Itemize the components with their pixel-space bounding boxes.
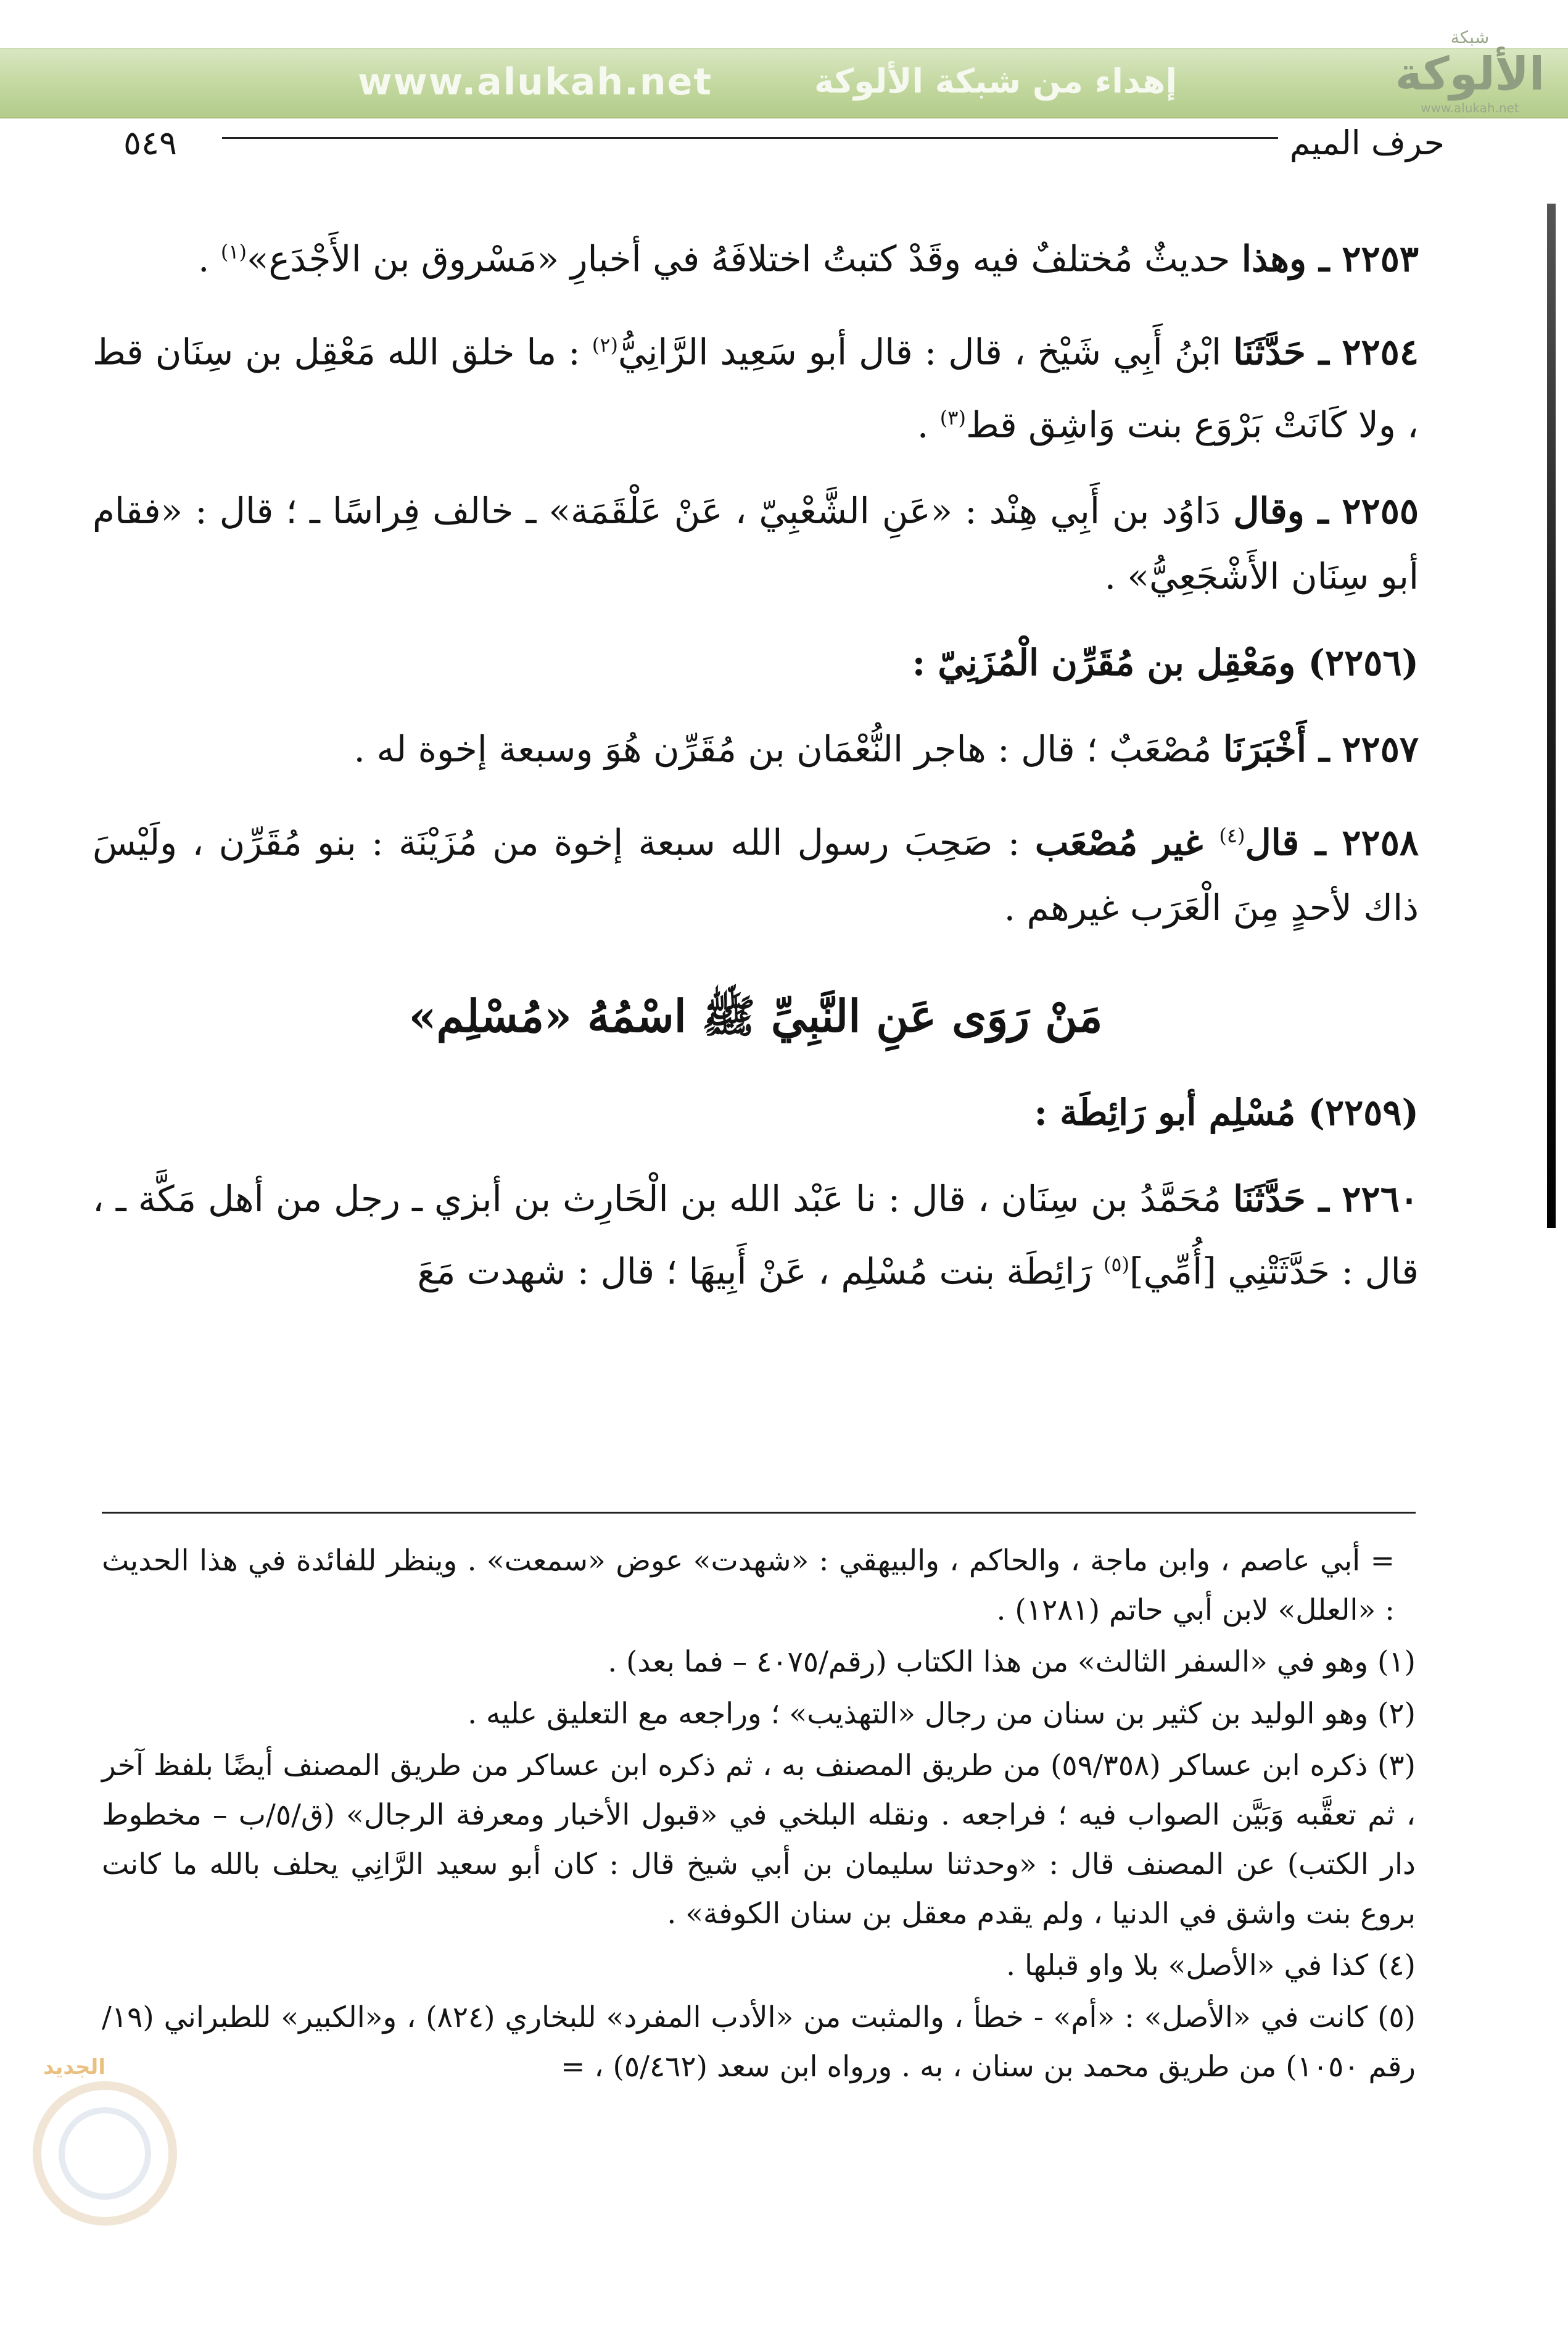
hadith-text: دَاوُد بن أَبِي هِنْد : «عَنِ الشَّعْبِيّ ، عَنْ عَلْقَمَة» ـ خالف فِراسًا ـ ؛ قال : «فقام أبو سِنَان الأَشْجَعِيُّ» . <box>93 489 1419 597</box>
footnotes <box>102 1536 1416 2094</box>
hadith-2257 <box>93 716 1419 782</box>
logo-url-text: www.alukah.net <box>1421 101 1519 115</box>
gift-caption: إهداء من شبكة الألوكة <box>814 62 1177 101</box>
running-header <box>123 123 1445 169</box>
footnote-2: (٢) وهو الوليد بن كثير بن سنان من رجال «التهذيب» ؛ وراجعه مع التعليق عليه . <box>468 1697 1416 1731</box>
footnote-3: (٣) ذكره ابن عساكر (٥٩/٣٥٨) من طريق المصنف به ، ثم ذكره ابن عساكر من طريق المصنف أيضًا بلفظ آخر ، ثم تعقَّبه وَبَيَّن الصواب فيه ؛ فراجعه . ونقله البلخي في «قبول الأخبار ومعرفة الرجال» (ق/٥/ب – مخطوط دار الكتب) عن المصنف قال : «وحدثنا سليمان بن أبي شيخ قال : كان أبو سعيد الرَّانِي يحلف بالله ما كانت بروع بنت واشق في الدنيا ، ولم يقدم معقل بن سنان الكوفة» . <box>102 1749 1416 1931</box>
hadith-2255 <box>93 478 1419 609</box>
page-edge-shadow <box>1547 204 1556 1228</box>
hadith-text: مُصْعَبٌ ؛ قال : هاجر النُّعْمَان بن مُقَرِّن هُوَ وسبعة إخوة له . <box>353 727 1223 770</box>
footnote-5: (٥) كانت في «الأصل» : «أم» - خطأ ، والمثبت من «الأدب المفرد» للبخاري (٨٢٤) ، و«الكبير» للطبراني (١٩/ رقم ١٠٥٠) من طريق محمد بن سنان ، به . ورواه ابن سعد (٥/٤٦٢) ، = <box>102 2000 1416 2084</box>
hadith-label: ٢٢٥٤ ـ حَدَّثَنَا <box>1233 331 1419 373</box>
logo-small-text: شبكة <box>1450 27 1490 48</box>
hadith-tail: . <box>917 403 940 445</box>
footnote-ref: (١) <box>220 240 247 263</box>
hadith-text: : صَحِبَ رسول الله سبعة إخوة من مُزَيْنَة : بنو مُقَرِّن ، ولَيْسَ ذاك لأحدٍ مِنَ الْعَرَب غيرهم . <box>93 821 1419 929</box>
logo-main-text: الألوكة <box>1395 48 1545 101</box>
site-banner <box>0 48 1568 118</box>
hadith-label: ٢٢٥٥ ـ وقال <box>1233 489 1419 532</box>
footnote-ref: (٢) <box>592 333 618 357</box>
hadith-2258 <box>93 803 1419 940</box>
hadith-tail: . <box>198 238 221 280</box>
chapter-title: حرف الميم <box>1289 123 1445 162</box>
footnote-ref: (٤) <box>1219 823 1245 847</box>
site-logo <box>1393 27 1547 132</box>
entry-heading: (٢٢٥٦) ومَعْقِل بن مُقَرِّن الْمُزَنِيّ : <box>912 641 1419 684</box>
hadith-text: حديثٌ مُختلفٌ فيه وقَدْ كتبتُ اختلافَهُ في أخبارِ «مَسْروق بن الأَجْدَع» <box>247 238 1242 280</box>
footnote-ref: (٣) <box>939 405 966 429</box>
main-text <box>93 219 1419 1325</box>
hadith-label: ٢٢٦٠ ـ حَدَّثَنَا <box>1233 1178 1419 1220</box>
watermark-text: الجديد <box>43 2055 105 2079</box>
footnote-4: (٤) كذا في «الأصل» بلا واو قبلها . <box>1006 1949 1416 1983</box>
page-number: ٥٤٩ <box>123 123 178 162</box>
footnote-ref: (٥) <box>1103 1253 1130 1277</box>
hadith-2253 <box>93 219 1419 291</box>
header-rule <box>222 137 1278 139</box>
hadith-tail: رَائِطَة بنت مُسْلِم ، عَنْ أَبِيهَا ؛ قال : شهدت مَعَ <box>417 1250 1104 1293</box>
hadith-text: مُحَمَّدُ بن سِنَان ، قال : نا عَبْد الله بن الْحَارِث بن أبزي ـ رجل من أهل مَكَّة ـ ، قال : حَدَّثَتْنِي [أُمِّي] <box>93 1178 1419 1293</box>
hadith-label-cont: غير مُصْعَب <box>1034 821 1219 864</box>
footnotes-rule <box>102 1512 1416 1514</box>
footnote-1: (١) وهو في «السفر الثالث» من هذا الكتاب (رقم/٤٠٧٥ – فما بعد) . <box>608 1645 1416 1679</box>
entry-heading: (٢٢٥٩) مُسْلِم أبو رَائِطَة : <box>1034 1092 1419 1134</box>
hadith-text: ابْنُ أَبِي شَيْخ ، قال : قال أبو سَعِيد الرَّانِيُّ <box>617 331 1234 373</box>
entry-2256 <box>93 630 1419 695</box>
hadith-2260 <box>93 1166 1419 1304</box>
entry-2259 <box>93 1080 1419 1145</box>
site-url[interactable]: www.alukah.net <box>358 60 713 104</box>
hadith-text-cont: : ما خلق الله مَعْقِل بن سِنَان قط ، ولا كَانَتْ بَرْوَع بنت وَاشِق قط <box>93 331 1419 445</box>
hadith-label: ٢٢٥٧ ـ أَخْبَرَنَا <box>1223 727 1419 770</box>
section-title: مَنْ رَوَى عَنِ النَّبِيِّ ﷺ اسْمُهُ «مُسْلِم» <box>408 990 1103 1043</box>
hadith-label: ٢٢٥٣ ـ وهذا <box>1241 238 1419 280</box>
hadith-label: ٢٢٥٨ ـ قال <box>1245 821 1419 864</box>
hadith-2254 <box>93 312 1419 457</box>
footnote-continuation: = أبي عاصم ، وابن ماجة ، والحاكم ، والبيهقي : «شهدت» عوض «سمعت» . وينظر للفائدة في هذا الحديث : «العلل» لابن أبي حاتم (١٢٨١) . <box>102 1544 1395 1627</box>
